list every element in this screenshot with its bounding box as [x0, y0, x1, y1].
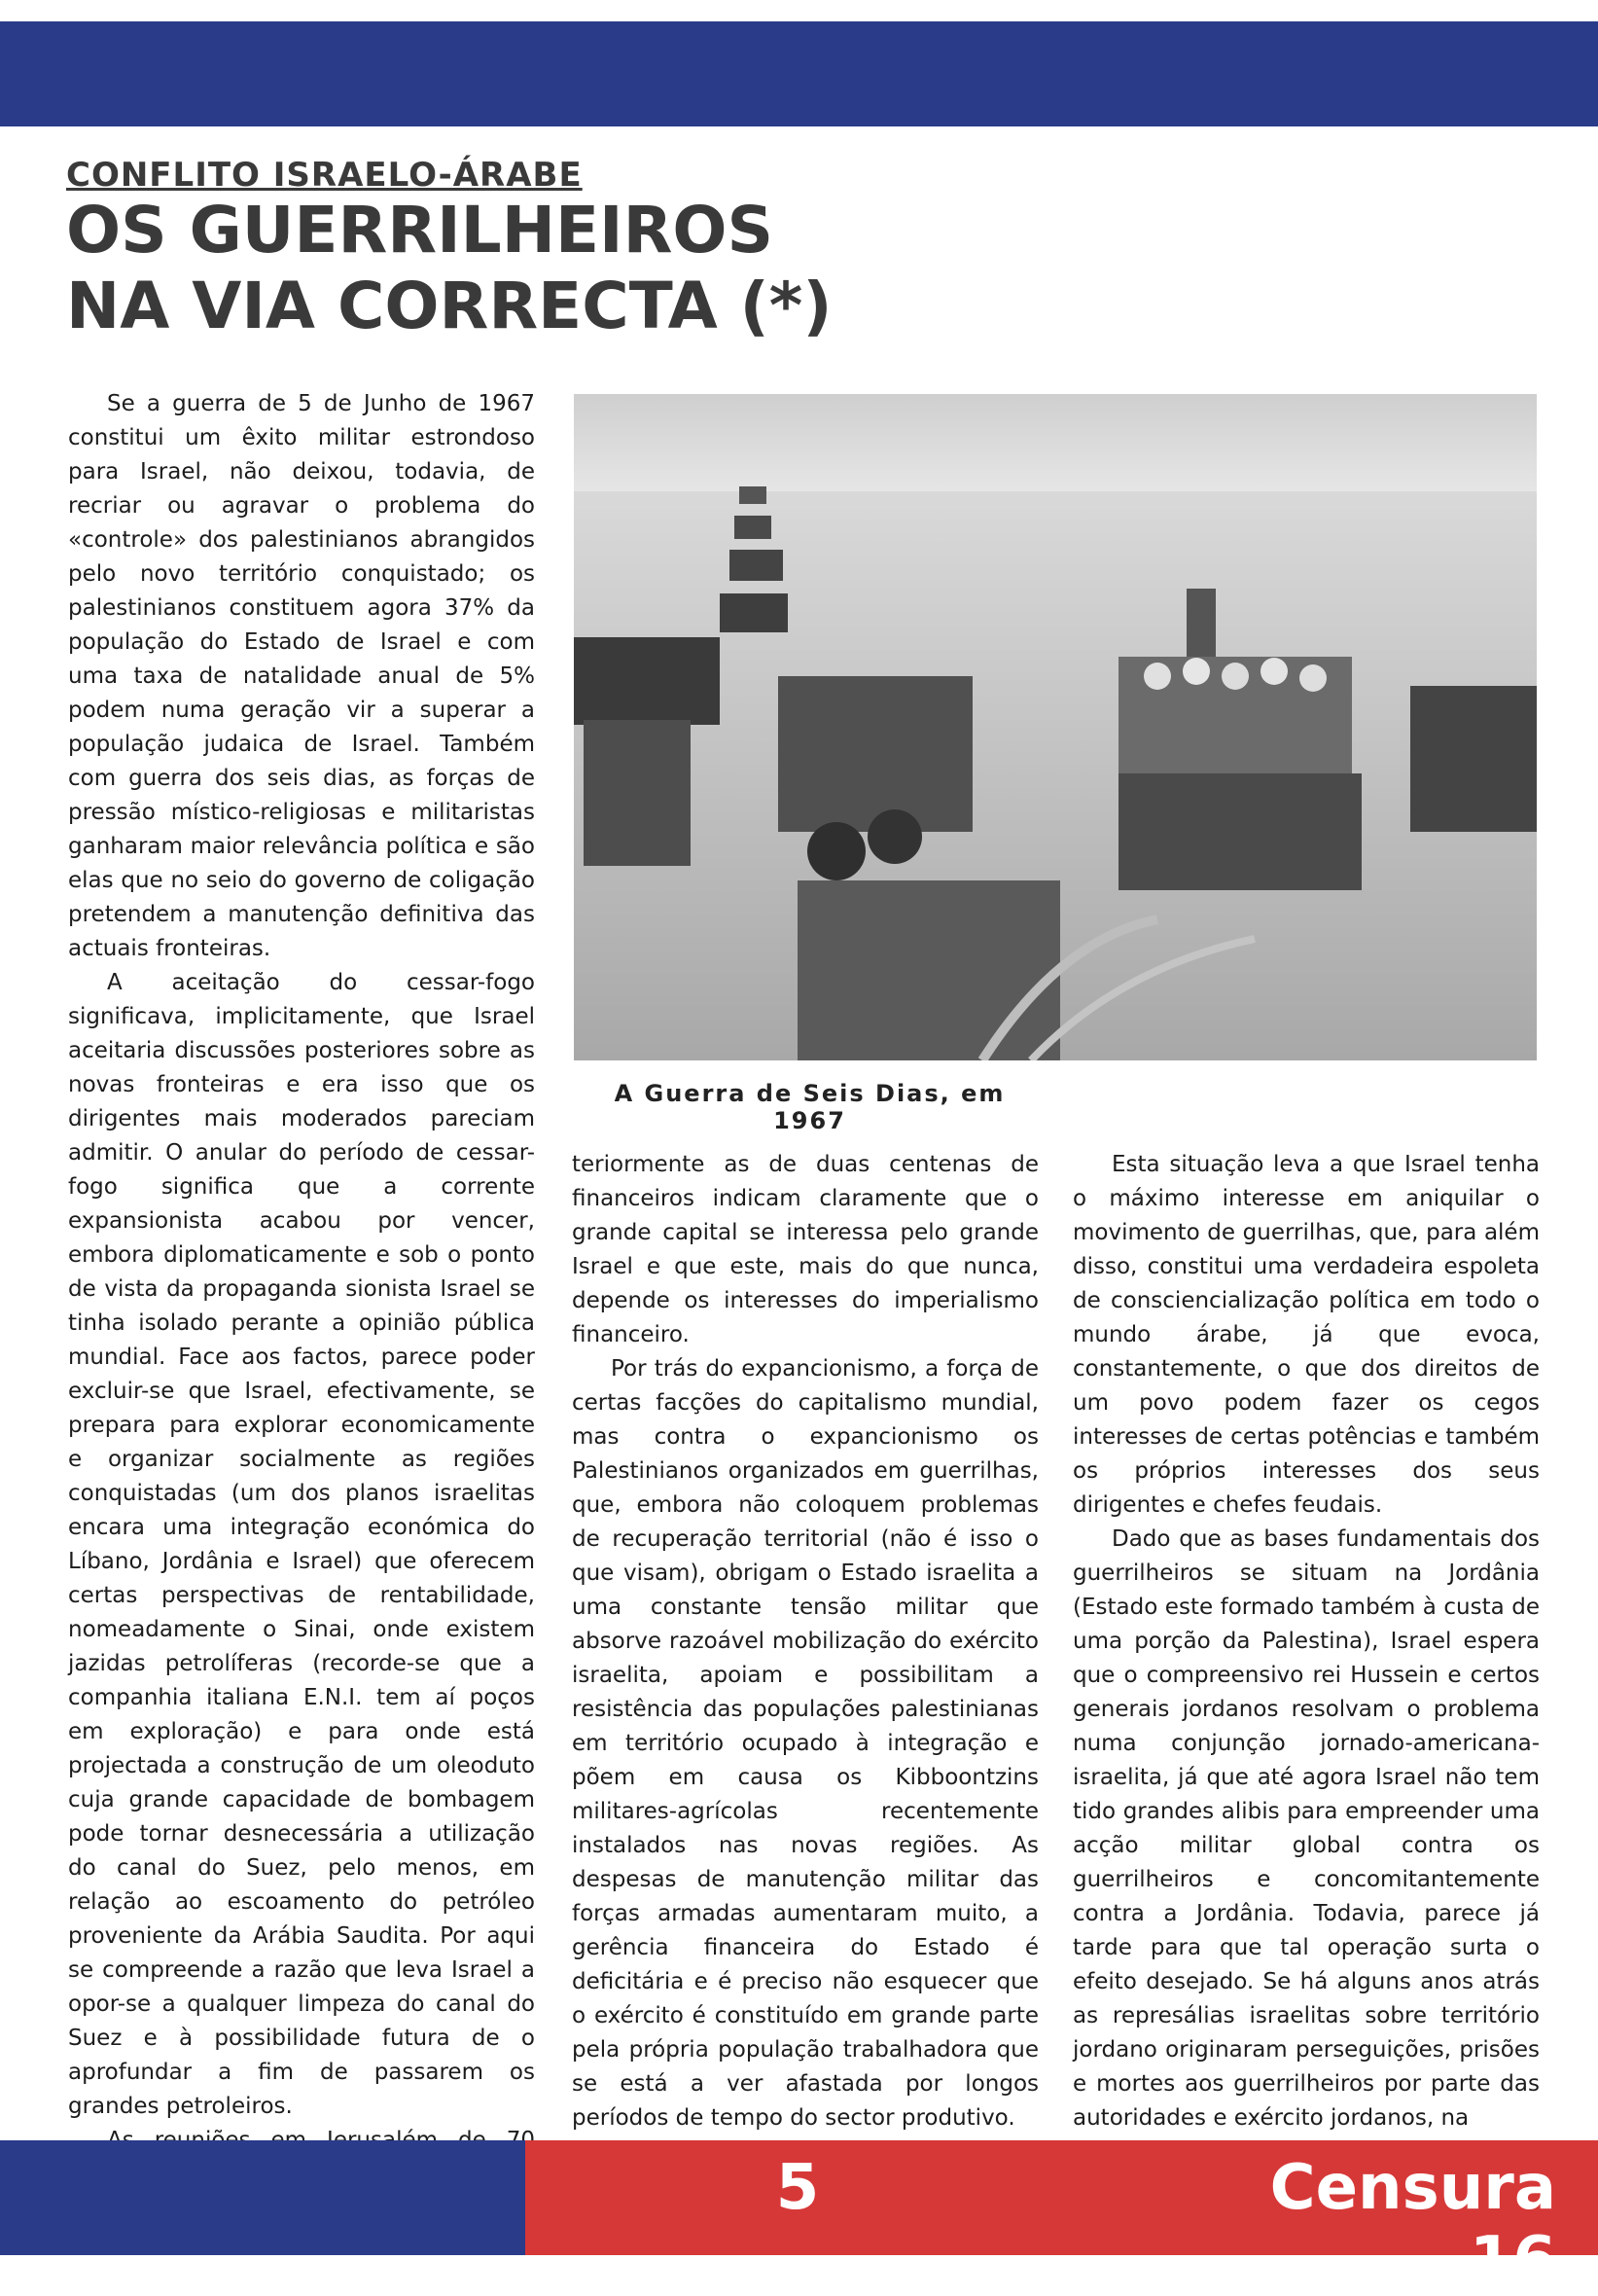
article-column-2	[572, 1148, 1039, 2135]
photo-caption: A Guerra de Seis Dias, em 1967	[614, 1080, 1006, 1134]
page-number: 5	[775, 2152, 820, 2224]
photo-illustration	[574, 394, 1537, 1060]
paragraph: Esta situação leva a que Israel tenha o máximo interesse em aniquilar o movimento de guerrilhas, que, para além disso, constitui uma verdadeira espoleta de consciencialização política em todo o mundo árabe, já que evoca, constantemente, o que dos direitos de um povo podem fazer os cegos interesses de certas potências e também os próprios interesses dos seus dirigentes e chefes feudais.	[1073, 1152, 1540, 1518]
article-column-1	[68, 387, 535, 2192]
war-photograph	[574, 394, 1537, 1060]
section-kicker: CONFLITO ISRAELO-ÁRABE	[66, 156, 583, 195]
magazine-name: Censura 16	[1269, 2152, 1556, 2296]
paragraph: teriormente as de duas centenas de financeiros indicam claramente que o grande capital se interessa pelo grande Israel e que este, mais do que nunca, depende os interesses do imperialismo financeiro.	[572, 1152, 1039, 1347]
top-color-band	[0, 21, 1598, 126]
paragraph: A aceitação do cessar-fogo significava, implicitamente, que Israel aceitaria discussões posteriores sobre as novas fronteiras e era isso que os dirigentes mais moderados pareciam admitir. O anular do período de cessar-fogo significa que a corrente expansionista acabou por vencer, embora diplomaticamente e sob o ponto de vista da propaganda sionista Israel se tinha isolado perante a opinião pública mundial. Face aos factos, parece poder excluir-se que Israel, efectivamente, se prepara para explorar economicamente e organizar socialmente as regiões conquistadas (um dos planos israelitas encara uma integração económica do Líbano, Jordânia e Israel) que oferecem certas perspectivas de rentabilidade, nomeadamente o Sinai, onde existem jazidas petrolíferas (recorde-se que a companhia italiana E.N.I. tem aí poços em exploração) e para onde está projectada a construção de um oleoduto cuja grande capacidade de bombagem pode tornar desnecessária a utilização do canal do Suez, pelo menos, em relação ao escoamento do petróleo proveniente da Arábia Saudita. Por aqui se compreende a razão que leva Israel a opor-se a qualquer limpeza do canal do Suez e à possibilidade futura de o aprofundar a fim de passarem os grandes petroleiros.	[68, 970, 535, 2119]
headline-line-2: NA VIA CORRECTA (*)	[66, 269, 833, 343]
article-column-3	[1073, 1148, 1540, 2135]
article-headline	[66, 193, 941, 344]
paragraph: Dado que as bases fundamentais dos guerrilheiros se situam na Jordânia (Estado este formado também à custa de uma porção da Palestina), Israel espera que o compreensivo rei Hussein e certos generais jordanos resolvam o problema numa conjunção jornado-americana-israelita, já que até agora Israel não tem tido grandes alibis para empreender uma acção militar global contra os guerrilheiros e concomitantemente contra a Jordânia. Todavia, parece já tarde para que tal operação surta o efeito desejado. Se há alguns anos atrás as represálias israelitas sobre território jordano originaram perseguições, prisões e mortes aos guerrilheiros por parte das autoridades e exército jordanos, na	[1073, 1526, 1540, 2131]
paragraph: Por trás do expancionismo, a força de certas facções do capitalismo mundial, mas contra o expancionismo os Palestinianos organizados em guerrilhas, que, embora não coloquem problemas de recuperação territorial (não é isso o que visam), obrigam o Estado israelita a uma constante tensão militar que absorve razoável mobilização do exército israelita, apoiam e possibilitam a resistência das populações palestinianas em território ocupado à integração e põem em causa os Kibboontzins militares-agrícolas recentemente instalados nas novas regiões. As despesas de manutenção militar das forças armadas aumentaram muito, a gerência financeira do Estado é deficitária e é preciso não esquecer que o exército é constituído em grande parte pela própria população trabalhadora que se está a ver afastada por longos períodos de tempo do sector produtivo.	[572, 1356, 1039, 2131]
paragraph: Se a guerra de 5 de Junho de 1967 constitui um êxito militar estrondoso para Israel, não deixou, todavia, de recriar ou agravar o problema do «controle» dos palestinianos abrangidos pelo novo território conquistado; os palestinianos constituem agora 37% da população do Estado de Israel e com uma taxa de natalidade anual de 5% podem numa geração vir a superar a população judaica de Israel. Também com guerra dos seis dias, as forças de pressão místico-religiosas e militaristas ganharam maior relevância política e são elas que no seio do governo de coligação pretendem a manutenção definitiva das actuais fronteiras.	[68, 391, 535, 961]
headline-line-1: OS GUERRILHEIROS	[66, 193, 774, 268]
